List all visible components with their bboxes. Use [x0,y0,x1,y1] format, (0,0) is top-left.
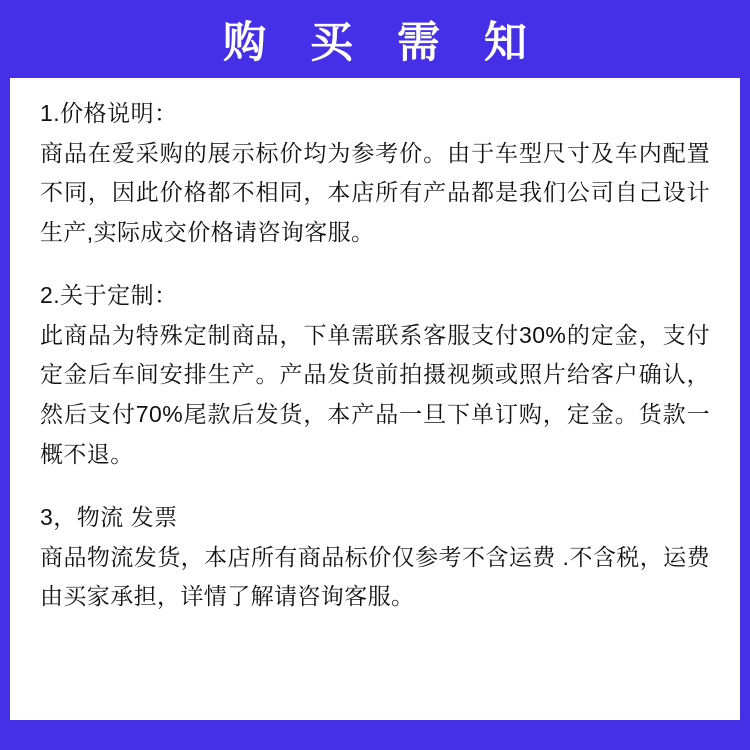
notice-section-customization [40,278,710,474]
footer-banner [0,720,750,750]
section-body: 此商品为特殊定制商品，下单需联系客服支付30%的定金，支付定金后车间安排生产。产品发货前拍摄视频或照片给客户确认，然后支付70%尾款后发货，本产品一旦下单订购，定金。货款一概不退。 [40,321,710,467]
section-body: 商品物流发货，本店所有商品标价仅参考不含运费 .不含税，运费由买家承担，详情了解请咨询客服。 [40,543,710,610]
header-banner [0,0,750,78]
section-title: 2.关于定制： [40,282,178,309]
notice-section-logistics [40,500,710,617]
section-title: 1.价格说明： [40,100,178,126]
notice-section-price [40,96,710,252]
section-title: 3，物流 发票 [40,504,178,531]
page-title: 购 买 需 知 [223,18,543,67]
notice-content [10,78,740,720]
section-body: 商品在爱采购的展示标价均为参考价。由于车型尺寸及车内配置不同，因此价格都不相同，本店所有产品都是我们公司自己设计生产,实际成交价格请咨询客服。 [40,139,710,245]
